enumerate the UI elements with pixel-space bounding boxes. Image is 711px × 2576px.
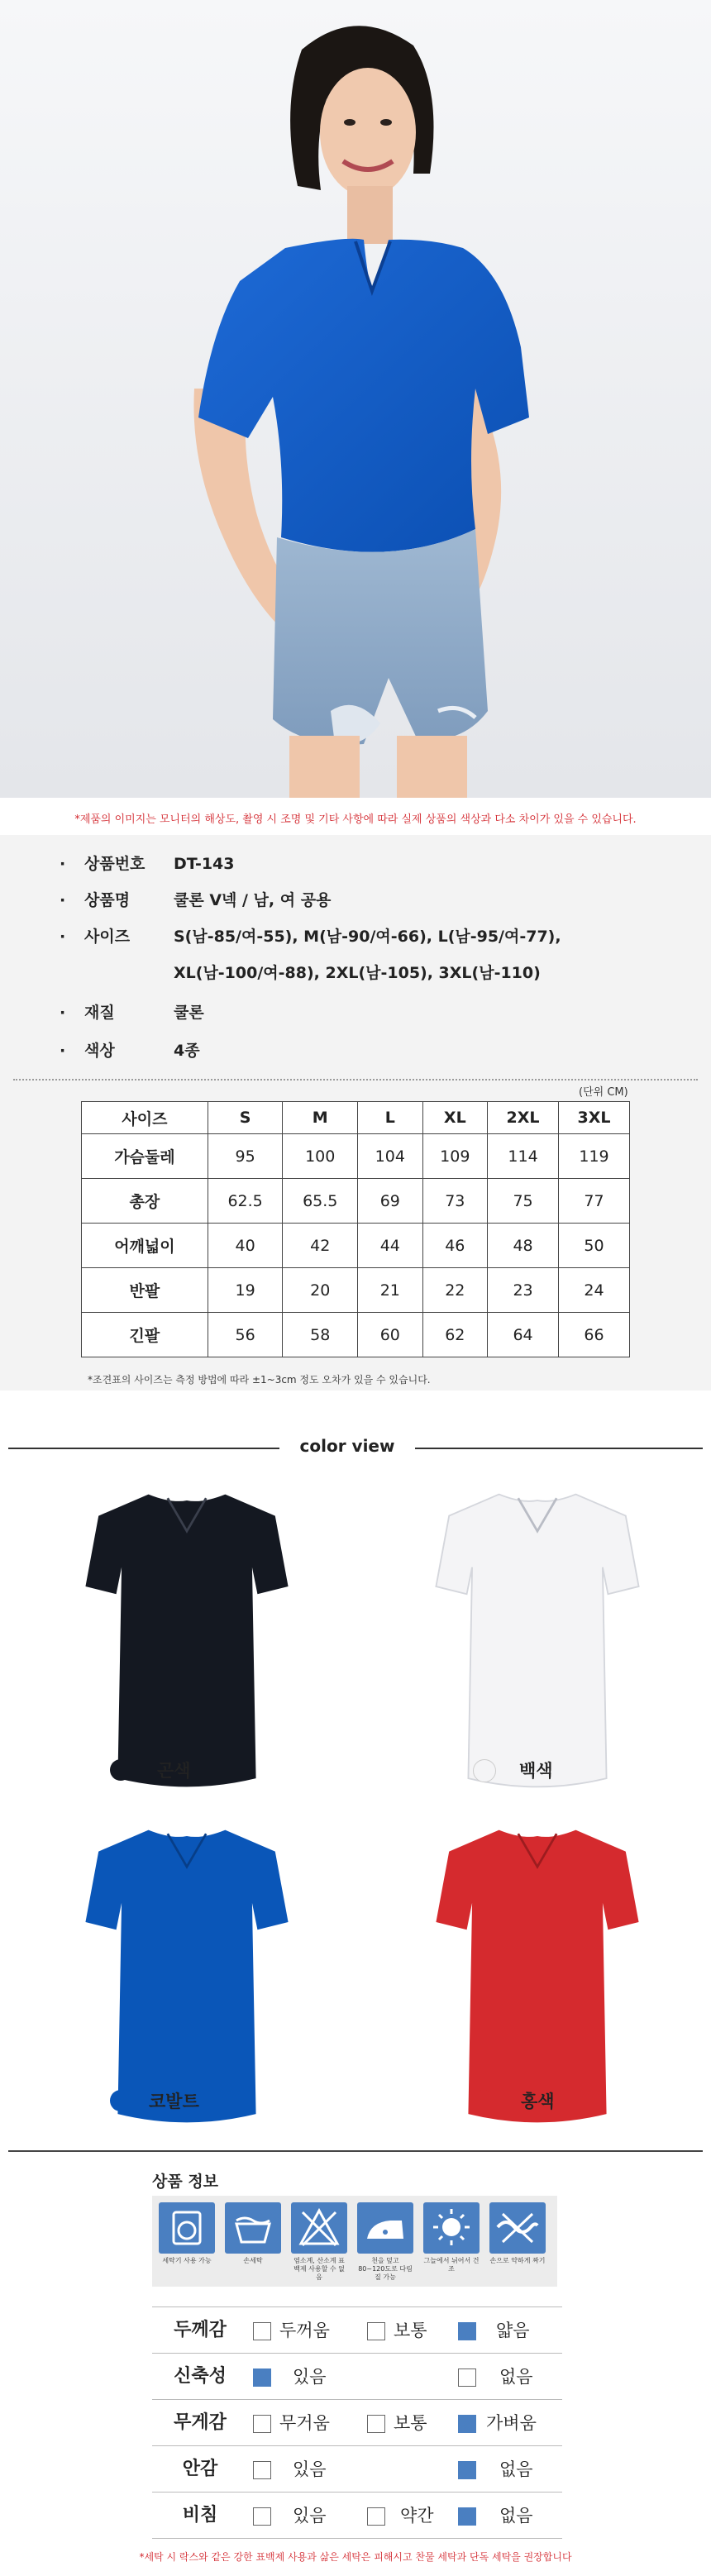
- bullet: ·: [60, 1004, 66, 1022]
- option-label: 있음: [293, 2506, 327, 2526]
- checkbox-thin[interactable]: [458, 2322, 476, 2340]
- attribute-row-thickness: [152, 2306, 562, 2354]
- no-bleach-icon: [291, 2202, 347, 2254]
- iron-icon: [357, 2202, 413, 2254]
- table-row: [82, 1268, 630, 1313]
- table-row: [82, 1313, 630, 1357]
- row-label: 긴팔: [82, 1313, 208, 1357]
- attribute-label: 두께감: [174, 2320, 227, 2340]
- attribute-label: 비침: [182, 2505, 218, 2526]
- table-cell: 48: [488, 1224, 559, 1268]
- table-cell: 50: [559, 1224, 630, 1268]
- table-cell: 42: [283, 1224, 358, 1268]
- table-cell: 95: [208, 1134, 283, 1179]
- table-cell: 73: [422, 1179, 488, 1224]
- option-label: 없음: [499, 2459, 533, 2479]
- spec-row-material: [60, 1000, 204, 1023]
- checkbox-no[interactable]: [458, 2368, 476, 2387]
- table-cell: 19: [208, 1268, 283, 1313]
- checkbox-heavy[interactable]: [253, 2415, 271, 2433]
- care-label: 손세탁: [243, 2257, 263, 2264]
- attribute-label: 안감: [182, 2459, 218, 2479]
- option-label: 있음: [293, 2367, 327, 2387]
- checkbox-slight[interactable]: [367, 2507, 385, 2526]
- option-label: 무거움: [279, 2413, 330, 2433]
- checkbox-no[interactable]: [458, 2507, 476, 2526]
- table-cell: 65.5: [283, 1179, 358, 1224]
- care-item: [489, 2202, 546, 2265]
- dotted-divider: [13, 1079, 698, 1080]
- spec-label: 재질: [84, 1004, 115, 1022]
- image-disclaimer: *제품의 이미지는 모니터의 해상도, 촬영 시 조명 및 기타 사항에 따라 실제 상품의 색상과 다소 차이가 있을 수 있습니다.: [74, 813, 637, 826]
- care-label: 그늘에서 뉘어서 건조: [423, 2257, 480, 2273]
- table-cell: 40: [208, 1224, 283, 1268]
- care-label: 손으로 약하게 짜기: [489, 2257, 546, 2264]
- option-label: 두꺼움: [279, 2321, 330, 2340]
- care-label: 천을 덮고 80~120도로 다림질 가능: [358, 2257, 413, 2281]
- care-item: [423, 2202, 480, 2273]
- table-cell: 24: [559, 1268, 630, 1313]
- option-label: 보통: [394, 2321, 427, 2340]
- table-cell: 64: [488, 1313, 559, 1357]
- spec-row-product-number: [60, 852, 235, 874]
- table-row: [82, 1224, 630, 1268]
- color-name-navy: 곤색: [157, 1761, 191, 1781]
- checkbox-no[interactable]: [458, 2461, 476, 2479]
- bullet: ·: [60, 1042, 66, 1060]
- table-cell: 62.5: [208, 1179, 283, 1224]
- color-view-title: color view: [299, 1436, 395, 1456]
- table-cell: 23: [488, 1268, 559, 1313]
- product-info-title: 상품 정보: [152, 2173, 219, 2191]
- table-cell: 20: [283, 1268, 358, 1313]
- care-label: 염소계, 산소계 표백제 사용할 수 없음: [293, 2257, 345, 2281]
- shirt-red-shape: [436, 1830, 638, 2123]
- table-cell: 58: [283, 1313, 358, 1357]
- hand-wash-icon: [225, 2202, 281, 2254]
- section-rule: [8, 2150, 703, 2152]
- checkbox-thick[interactable]: [253, 2322, 271, 2340]
- model-photo: [0, 0, 711, 798]
- shade-dry-icon: [423, 2202, 480, 2254]
- spec-value: S(남-85/여-55), M(남-90/여-66), L(남-95/여-77),: [174, 928, 561, 946]
- washing-note: *세탁 시 락스와 같은 강한 표백제 사용과 삶은 세탁은 피해시고 찬물 세탁과 단독 세탁을 권장합니다: [139, 2551, 572, 2563]
- header-cell: 2XL: [488, 1102, 559, 1134]
- table-cell: 62: [422, 1313, 488, 1357]
- spec-value: 4종: [174, 1042, 200, 1060]
- option-label: 약간: [400, 2506, 434, 2526]
- care-label: 세탁기 사용 가능: [162, 2257, 212, 2264]
- table-cell: 21: [358, 1268, 423, 1313]
- table-cell: 60: [358, 1313, 423, 1357]
- color-name-white: 백색: [519, 1761, 553, 1781]
- row-label: 반팔: [82, 1268, 208, 1313]
- attribute-row-sheerness: [152, 2492, 562, 2539]
- color-name-red: 홍색: [521, 2092, 555, 2111]
- spec-label: 상품명: [84, 891, 131, 909]
- size-table-header: [82, 1102, 630, 1134]
- color-swatch-cobalt: [110, 2090, 131, 2111]
- spec-value: DT-143: [174, 855, 235, 873]
- table-cell: 109: [422, 1134, 488, 1179]
- spec-value: 쿨론 V넥 / 남, 여 공용: [174, 891, 332, 909]
- checkbox-normal[interactable]: [367, 2322, 385, 2340]
- model-illustration: [0, 0, 711, 798]
- table-cell: 114: [488, 1134, 559, 1179]
- table-row: [82, 1179, 630, 1224]
- spec-label: 상품번호: [84, 855, 146, 873]
- header-cell: XL: [422, 1102, 488, 1134]
- color-name-cobalt: 코발트: [149, 2092, 199, 2111]
- attribute-label: 무게감: [174, 2412, 227, 2433]
- table-cell: 119: [559, 1134, 630, 1179]
- table-bottom-rule: [152, 2538, 562, 2539]
- table-cell: 77: [559, 1179, 630, 1224]
- attribute-row-lining: [152, 2445, 562, 2493]
- attribute-row-elasticity: [152, 2353, 562, 2400]
- size-table-note: *조견표의 사이즈는 측정 방법에 따라 ±1~3cm 정도 오차가 있을 수 있습니다.: [88, 1374, 431, 1386]
- option-label: 있음: [293, 2459, 327, 2479]
- shirt-cobalt-shape: [85, 1830, 288, 2123]
- bullet: ·: [60, 891, 66, 909]
- spec-label: 색상: [84, 1042, 115, 1060]
- shirt-navy-shape: [85, 1495, 288, 1787]
- checkbox-light[interactable]: [458, 2415, 476, 2433]
- checkbox-yes[interactable]: [253, 2368, 271, 2387]
- option-label: 없음: [499, 2367, 533, 2387]
- option-label: 없음: [499, 2506, 533, 2526]
- header-cell: L: [358, 1102, 423, 1134]
- table-cell: 75: [488, 1179, 559, 1224]
- section-rule: [415, 1448, 703, 1449]
- table-cell: 44: [358, 1224, 423, 1268]
- size-table: [81, 1101, 630, 1357]
- header-cell: M: [283, 1102, 358, 1134]
- spec-row-size: [60, 924, 561, 947]
- header-cell: S: [208, 1102, 283, 1134]
- section-rule: [8, 1448, 279, 1449]
- table-cell: 22: [422, 1268, 488, 1313]
- table-cell: 66: [559, 1313, 630, 1357]
- checkbox-normal[interactable]: [367, 2415, 385, 2433]
- shirt-navy: [79, 1475, 294, 1806]
- color-swatch-red: [473, 2090, 494, 2111]
- option-label: 보통: [394, 2413, 427, 2433]
- header-cell: 사이즈: [82, 1102, 208, 1134]
- attribute-label: 신축성: [174, 2366, 227, 2387]
- bullet: ·: [60, 855, 66, 873]
- row-label: 가슴둘레: [82, 1134, 208, 1179]
- spec-row-size-continued: [174, 961, 541, 983]
- table-row: [82, 1134, 630, 1179]
- spec-value: 쿨론: [174, 1004, 204, 1022]
- attribute-row-weight: [152, 2399, 562, 2446]
- row-label: 총장: [82, 1179, 208, 1224]
- color-swatch-white: [473, 1759, 496, 1782]
- spec-row-product-name: [60, 888, 331, 910]
- option-label: 가벼움: [486, 2413, 537, 2433]
- twist-dry-icon: [489, 2202, 546, 2254]
- table-cell: 69: [358, 1179, 423, 1224]
- row-label: 어깨넓이: [82, 1224, 208, 1268]
- care-item: [159, 2202, 215, 2265]
- spec-label: 사이즈: [84, 928, 131, 946]
- shirt-white-shape: [436, 1495, 638, 1787]
- care-item: [291, 2202, 347, 2282]
- table-cell: 100: [283, 1134, 358, 1179]
- color-swatch-navy: [110, 1759, 131, 1781]
- table-cell: 56: [208, 1313, 283, 1357]
- header-cell: 3XL: [559, 1102, 630, 1134]
- table-cell: 104: [358, 1134, 423, 1179]
- checkbox-yes[interactable]: [253, 2507, 271, 2526]
- care-item: [225, 2202, 281, 2265]
- care-item: [357, 2202, 413, 2282]
- spec-row-colors: [60, 1038, 200, 1061]
- shirt-white: [430, 1475, 645, 1806]
- option-label: 얇음: [496, 2321, 530, 2340]
- checkbox-yes[interactable]: [253, 2461, 271, 2479]
- table-cell: 46: [422, 1224, 488, 1268]
- spec-value: XL(남-100/여-88), 2XL(남-105), 3XL(남-110): [174, 964, 541, 982]
- washing-machine-icon: [159, 2202, 215, 2254]
- bullet: ·: [60, 928, 66, 946]
- unit-label: (단위 CM): [579, 1086, 628, 1099]
